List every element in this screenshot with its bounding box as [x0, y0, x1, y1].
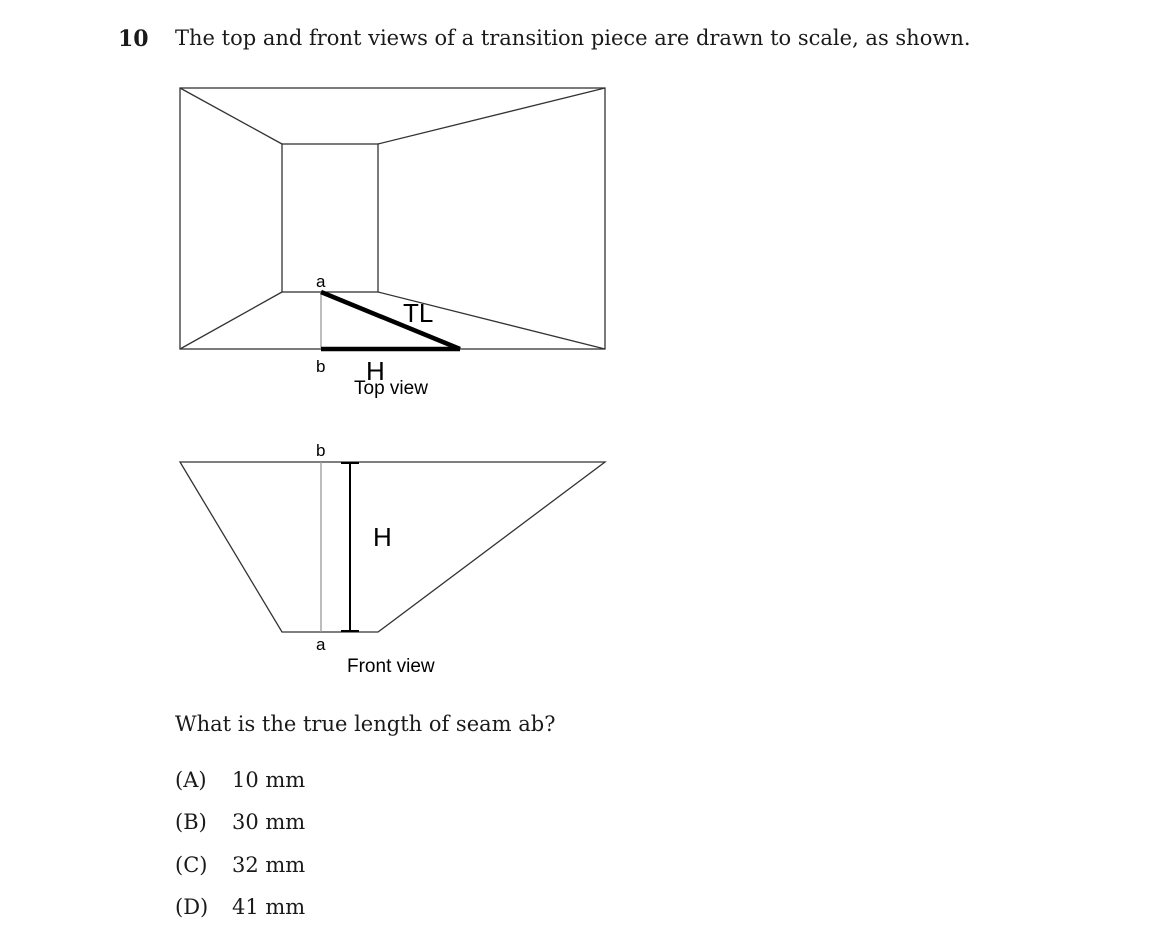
question-prompt: What is the true length of seam ab?: [175, 712, 556, 736]
option-letter: (D): [175, 895, 209, 919]
option-value: 41 mm: [232, 895, 306, 919]
top-view-label-b: b: [316, 357, 326, 376]
question-text: The top and front views of a transition piece are drawn to scale, as shown.: [175, 26, 971, 50]
true-length-line: [321, 292, 460, 349]
top-view-caption: Top view: [354, 378, 428, 399]
height-dimension: [341, 463, 359, 631]
top-view-drawing: [180, 88, 605, 349]
option-value: 32 mm: [232, 853, 306, 877]
top-view-edge-tl: [180, 88, 282, 144]
front-view-label-h: H: [373, 522, 392, 552]
option-letter: (A): [175, 768, 207, 792]
option-b[interactable]: [175, 810, 305, 834]
front-view-trapezoid: [180, 462, 605, 632]
front-view-caption: Front view: [347, 656, 435, 677]
top-view-edge-tr: [378, 88, 605, 144]
option-a[interactable]: [175, 768, 305, 792]
option-value: 10 mm: [232, 768, 306, 792]
option-letter: (B): [175, 810, 207, 834]
option-value: 30 mm: [232, 810, 306, 834]
option-d[interactable]: [175, 895, 305, 919]
top-view-edge-bl: [180, 292, 282, 349]
top-view-label-a: a: [316, 272, 326, 291]
option-letter: (C): [175, 853, 208, 877]
front-view-label-b: b: [316, 441, 326, 460]
top-view-outer-rect: [180, 88, 605, 349]
top-view-label-h: H: [366, 356, 385, 386]
front-view-drawing: [180, 462, 605, 632]
question-number: 10: [118, 26, 149, 52]
top-view-label-tl: TL: [403, 298, 434, 328]
top-view-inner-rect: [282, 144, 378, 292]
front-view-label-a: a: [316, 635, 326, 654]
option-c[interactable]: [175, 853, 305, 877]
